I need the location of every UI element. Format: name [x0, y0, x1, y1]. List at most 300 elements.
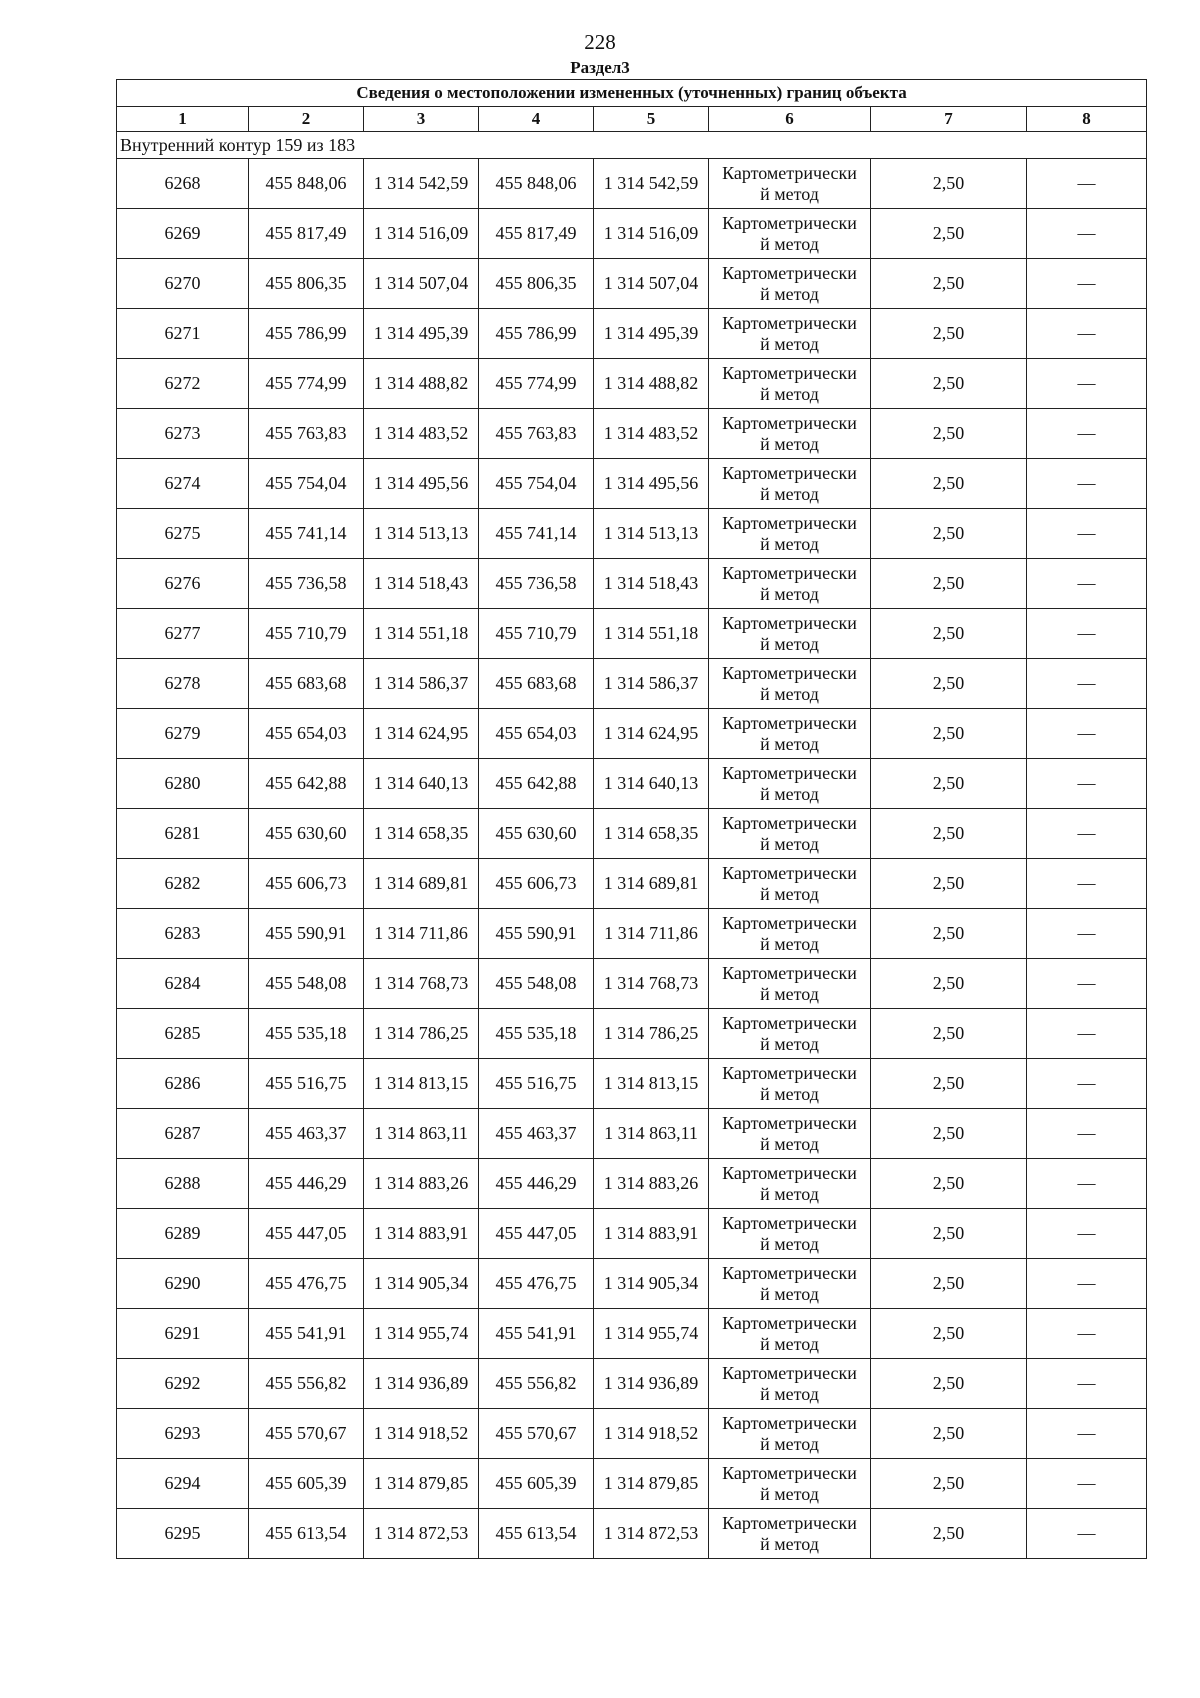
refined-y-cell: 1 314 586,37 [594, 659, 709, 709]
table-row [117, 259, 1147, 309]
point-number-cell: 6270 [117, 259, 249, 309]
method-cell [709, 559, 871, 609]
method-line-1: Картометрически [722, 612, 857, 633]
method-cell [709, 1259, 871, 1309]
method-line-1: Картометрически [722, 912, 857, 933]
method-cell [709, 509, 871, 559]
method-cell [709, 909, 871, 959]
refined-x-cell: 455 606,73 [479, 859, 594, 909]
point-number-cell: 6287 [117, 1109, 249, 1159]
table-row [117, 759, 1147, 809]
table-row [117, 159, 1147, 209]
refined-y-cell: 1 314 711,86 [594, 909, 709, 959]
refined-y-cell: 1 314 542,59 [594, 159, 709, 209]
point-number-cell: 6280 [117, 759, 249, 809]
refined-y-cell: 1 314 513,13 [594, 509, 709, 559]
method-line-2: й метод [760, 433, 819, 454]
existing-x-cell: 455 570,67 [249, 1409, 364, 1459]
method-line-2: й метод [760, 633, 819, 654]
description-cell: — [1027, 609, 1147, 659]
point-number-cell: 6285 [117, 1009, 249, 1059]
existing-y-cell: 1 314 513,13 [364, 509, 479, 559]
existing-x-cell: 455 654,03 [249, 709, 364, 759]
refined-x-cell: 455 774,99 [479, 359, 594, 409]
method-line-1: Картометрически [722, 1362, 857, 1383]
refined-x-cell: 455 683,68 [479, 659, 594, 709]
point-number-cell: 6281 [117, 809, 249, 859]
method-line-1: Картометрически [722, 362, 857, 383]
description-cell: — [1027, 159, 1147, 209]
table-row [117, 409, 1147, 459]
point-number-cell: 6268 [117, 159, 249, 209]
description-cell: — [1027, 1109, 1147, 1159]
refined-x-cell: 455 516,75 [479, 1059, 594, 1109]
column-header: 8 [1027, 107, 1147, 132]
method-cell [709, 1409, 871, 1459]
accuracy-cell: 2,50 [871, 659, 1027, 709]
method-line-1: Картометрически [722, 512, 857, 533]
existing-y-cell: 1 314 495,39 [364, 309, 479, 359]
description-cell: — [1027, 1459, 1147, 1509]
method-line-2: й метод [760, 1533, 819, 1554]
accuracy-cell: 2,50 [871, 1259, 1027, 1309]
method-cell [709, 1359, 871, 1409]
refined-x-cell: 455 541,91 [479, 1309, 594, 1359]
method-line-2: й метод [760, 933, 819, 954]
method-line-1: Картометрически [722, 812, 857, 833]
refined-y-cell: 1 314 918,52 [594, 1409, 709, 1459]
existing-y-cell: 1 314 542,59 [364, 159, 479, 209]
table-row [117, 659, 1147, 709]
description-cell: — [1027, 1409, 1147, 1459]
table-row [117, 359, 1147, 409]
method-cell [709, 709, 871, 759]
point-number-cell: 6293 [117, 1409, 249, 1459]
method-line-2: й метод [760, 883, 819, 904]
existing-y-cell: 1 314 813,15 [364, 1059, 479, 1109]
method-line-2: й метод [760, 1133, 819, 1154]
table-row [117, 1509, 1147, 1559]
existing-y-cell: 1 314 624,95 [364, 709, 479, 759]
existing-x-cell: 455 763,83 [249, 409, 364, 459]
existing-y-cell: 1 314 905,34 [364, 1259, 479, 1309]
existing-x-cell: 455 447,05 [249, 1209, 364, 1259]
method-line-1: Картометрически [722, 162, 857, 183]
method-line-2: й метод [760, 483, 819, 504]
existing-x-cell: 455 848,06 [249, 159, 364, 209]
existing-y-cell: 1 314 883,91 [364, 1209, 479, 1259]
method-line-2: й метод [760, 1483, 819, 1504]
method-cell [709, 859, 871, 909]
existing-x-cell: 455 736,58 [249, 559, 364, 609]
description-cell: — [1027, 1259, 1147, 1309]
accuracy-cell: 2,50 [871, 1359, 1027, 1409]
column-header: 6 [709, 107, 871, 132]
existing-x-cell: 455 817,49 [249, 209, 364, 259]
refined-x-cell: 455 786,99 [479, 309, 594, 359]
refined-y-cell: 1 314 507,04 [594, 259, 709, 309]
method-line-1: Картометрически [722, 1412, 857, 1433]
existing-y-cell: 1 314 495,56 [364, 459, 479, 509]
table-row [117, 859, 1147, 909]
accuracy-cell: 2,50 [871, 1009, 1027, 1059]
section-title: Раздел3 [570, 58, 630, 77]
method-line-2: й метод [760, 333, 819, 354]
refined-y-cell: 1 314 786,25 [594, 1009, 709, 1059]
method-line-1: Картометрически [722, 762, 857, 783]
method-cell [709, 309, 871, 359]
method-line-2: й метод [760, 1033, 819, 1054]
existing-x-cell: 455 590,91 [249, 909, 364, 959]
point-number-cell: 6277 [117, 609, 249, 659]
point-number-cell: 6290 [117, 1259, 249, 1309]
method-line-1: Картометрически [722, 212, 857, 233]
method-line-1: Картометрически [722, 1012, 857, 1033]
point-number-cell: 6273 [117, 409, 249, 459]
point-number-cell: 6294 [117, 1459, 249, 1509]
contour-row [117, 132, 1147, 159]
existing-x-cell: 455 463,37 [249, 1109, 364, 1159]
refined-x-cell: 455 556,82 [479, 1359, 594, 1409]
method-line-1: Картометрически [722, 1062, 857, 1083]
refined-x-cell: 455 754,04 [479, 459, 594, 509]
existing-x-cell: 455 541,91 [249, 1309, 364, 1359]
accuracy-cell: 2,50 [871, 1059, 1027, 1109]
existing-y-cell: 1 314 879,85 [364, 1459, 479, 1509]
table-row [117, 459, 1147, 509]
point-number-cell: 6288 [117, 1159, 249, 1209]
existing-y-cell: 1 314 863,11 [364, 1109, 479, 1159]
description-cell: — [1027, 709, 1147, 759]
method-line-2: й метод [760, 383, 819, 404]
refined-x-cell: 455 613,54 [479, 1509, 594, 1559]
accuracy-cell: 2,50 [871, 409, 1027, 459]
existing-x-cell: 455 741,14 [249, 509, 364, 559]
method-line-2: й метод [760, 783, 819, 804]
method-cell [709, 609, 871, 659]
existing-x-cell: 455 516,75 [249, 1059, 364, 1109]
existing-y-cell: 1 314 586,37 [364, 659, 479, 709]
accuracy-cell: 2,50 [871, 1309, 1027, 1359]
refined-y-cell: 1 314 689,81 [594, 859, 709, 909]
existing-y-cell: 1 314 488,82 [364, 359, 479, 409]
method-line-1: Картометрически [722, 1162, 857, 1183]
existing-y-cell: 1 314 689,81 [364, 859, 479, 909]
description-cell: — [1027, 459, 1147, 509]
table-row [117, 1309, 1147, 1359]
existing-x-cell: 455 630,60 [249, 809, 364, 859]
method-cell [709, 459, 871, 509]
column-header-row [117, 107, 1147, 132]
existing-y-cell: 1 314 640,13 [364, 759, 479, 809]
method-line-1: Картометрически [722, 462, 857, 483]
existing-y-cell: 1 314 658,35 [364, 809, 479, 859]
description-cell: — [1027, 659, 1147, 709]
point-number-cell: 6295 [117, 1509, 249, 1559]
method-cell [709, 659, 871, 709]
accuracy-cell: 2,50 [871, 1209, 1027, 1259]
point-number-cell: 6276 [117, 559, 249, 609]
refined-y-cell: 1 314 516,09 [594, 209, 709, 259]
method-cell [709, 1009, 871, 1059]
refined-y-cell: 1 314 518,43 [594, 559, 709, 609]
method-cell [709, 1059, 871, 1109]
refined-x-cell: 455 535,18 [479, 1009, 594, 1059]
description-cell: — [1027, 259, 1147, 309]
method-line-2: й метод [760, 1433, 819, 1454]
method-line-1: Картометрически [722, 1462, 857, 1483]
method-line-1: Картометрически [722, 1212, 857, 1233]
accuracy-cell: 2,50 [871, 709, 1027, 759]
refined-y-cell: 1 314 955,74 [594, 1309, 709, 1359]
accuracy-cell: 2,50 [871, 1409, 1027, 1459]
existing-x-cell: 455 605,39 [249, 1459, 364, 1509]
existing-x-cell: 455 556,82 [249, 1359, 364, 1409]
column-header: 1 [117, 107, 249, 132]
accuracy-cell: 2,50 [871, 559, 1027, 609]
refined-y-cell: 1 314 872,53 [594, 1509, 709, 1559]
existing-y-cell: 1 314 768,73 [364, 959, 479, 1009]
existing-x-cell: 455 535,18 [249, 1009, 364, 1059]
accuracy-cell: 2,50 [871, 809, 1027, 859]
existing-x-cell: 455 476,75 [249, 1259, 364, 1309]
method-line-2: й метод [760, 983, 819, 1004]
refined-x-cell: 455 736,58 [479, 559, 594, 609]
existing-y-cell: 1 314 551,18 [364, 609, 479, 659]
refined-x-cell: 455 590,91 [479, 909, 594, 959]
existing-y-cell: 1 314 918,52 [364, 1409, 479, 1459]
accuracy-cell: 2,50 [871, 209, 1027, 259]
method-line-1: Картометрически [722, 712, 857, 733]
method-line-2: й метод [760, 583, 819, 604]
refined-x-cell: 455 848,06 [479, 159, 594, 209]
description-cell: — [1027, 759, 1147, 809]
table-row [117, 1259, 1147, 1309]
existing-y-cell: 1 314 518,43 [364, 559, 479, 609]
method-line-2: й метод [760, 1383, 819, 1404]
method-cell [709, 1109, 871, 1159]
description-cell: — [1027, 409, 1147, 459]
existing-x-cell: 455 642,88 [249, 759, 364, 809]
point-number-cell: 6289 [117, 1209, 249, 1259]
table-row [117, 1459, 1147, 1509]
refined-y-cell: 1 314 640,13 [594, 759, 709, 809]
description-cell: — [1027, 1009, 1147, 1059]
existing-x-cell: 455 606,73 [249, 859, 364, 909]
method-line-1: Картометрически [722, 1262, 857, 1283]
refined-x-cell: 455 476,75 [479, 1259, 594, 1309]
method-line-2: й метод [760, 1183, 819, 1204]
point-number-cell: 6272 [117, 359, 249, 409]
description-cell: — [1027, 909, 1147, 959]
point-number-cell: 6274 [117, 459, 249, 509]
existing-x-cell: 455 710,79 [249, 609, 364, 659]
refined-y-cell: 1 314 488,82 [594, 359, 709, 409]
table-row [117, 509, 1147, 559]
method-line-2: й метод [760, 233, 819, 254]
table-row [117, 209, 1147, 259]
column-header: 5 [594, 107, 709, 132]
refined-x-cell: 455 570,67 [479, 1409, 594, 1459]
point-number-cell: 6282 [117, 859, 249, 909]
existing-y-cell: 1 314 786,25 [364, 1009, 479, 1059]
existing-x-cell: 455 683,68 [249, 659, 364, 709]
method-cell [709, 759, 871, 809]
refined-y-cell: 1 314 624,95 [594, 709, 709, 759]
point-number-cell: 6279 [117, 709, 249, 759]
table-title-row [117, 80, 1147, 107]
refined-x-cell: 455 817,49 [479, 209, 594, 259]
method-line-2: й метод [760, 1233, 819, 1254]
existing-x-cell: 455 446,29 [249, 1159, 364, 1209]
method-cell [709, 159, 871, 209]
refined-x-cell: 455 548,08 [479, 959, 594, 1009]
refined-x-cell: 455 605,39 [479, 1459, 594, 1509]
existing-x-cell: 455 548,08 [249, 959, 364, 1009]
method-cell [709, 959, 871, 1009]
refined-x-cell: 455 642,88 [479, 759, 594, 809]
method-line-1: Картометрически [722, 1512, 857, 1533]
point-number-cell: 6292 [117, 1359, 249, 1409]
accuracy-cell: 2,50 [871, 359, 1027, 409]
refined-x-cell: 455 463,37 [479, 1109, 594, 1159]
refined-y-cell: 1 314 658,35 [594, 809, 709, 859]
accuracy-cell: 2,50 [871, 759, 1027, 809]
existing-x-cell: 455 806,35 [249, 259, 364, 309]
refined-x-cell: 455 654,03 [479, 709, 594, 759]
method-line-2: й метод [760, 533, 819, 554]
refined-y-cell: 1 314 495,39 [594, 309, 709, 359]
table-row [117, 709, 1147, 759]
method-cell [709, 359, 871, 409]
description-cell: — [1027, 859, 1147, 909]
existing-x-cell: 455 613,54 [249, 1509, 364, 1559]
point-number-cell: 6278 [117, 659, 249, 709]
method-cell [709, 1209, 871, 1259]
point-number-cell: 6271 [117, 309, 249, 359]
accuracy-cell: 2,50 [871, 1109, 1027, 1159]
refined-x-cell: 455 710,79 [479, 609, 594, 659]
accuracy-cell: 2,50 [871, 959, 1027, 1009]
accuracy-cell: 2,50 [871, 309, 1027, 359]
point-number-cell: 6283 [117, 909, 249, 959]
description-cell: — [1027, 359, 1147, 409]
description-cell: — [1027, 559, 1147, 609]
description-cell: — [1027, 1059, 1147, 1109]
point-number-cell: 6286 [117, 1059, 249, 1109]
existing-x-cell: 455 774,99 [249, 359, 364, 409]
description-cell: — [1027, 1509, 1147, 1559]
description-cell: — [1027, 1209, 1147, 1259]
table-row [117, 309, 1147, 359]
method-line-1: Картометрически [722, 1312, 857, 1333]
contour-label: Внутренний контур 159 из 183 [117, 132, 1147, 159]
table-row [117, 1159, 1147, 1209]
table-title: Сведения о местоположении измененных (уточненных) границ объекта [117, 80, 1147, 107]
existing-y-cell: 1 314 711,86 [364, 909, 479, 959]
method-line-2: й метод [760, 683, 819, 704]
method-line-2: й метод [760, 833, 819, 854]
description-cell: — [1027, 509, 1147, 559]
accuracy-cell: 2,50 [871, 859, 1027, 909]
method-line-1: Картометрически [722, 1112, 857, 1133]
point-number-cell: 6291 [117, 1309, 249, 1359]
method-line-2: й метод [760, 733, 819, 754]
method-cell [709, 409, 871, 459]
refined-y-cell: 1 314 879,85 [594, 1459, 709, 1509]
method-line-2: й метод [760, 283, 819, 304]
page-number: 228 [584, 30, 616, 54]
accuracy-cell: 2,50 [871, 509, 1027, 559]
method-line-1: Картометрически [722, 962, 857, 983]
existing-y-cell: 1 314 516,09 [364, 209, 479, 259]
table-row [117, 1109, 1147, 1159]
accuracy-cell: 2,50 [871, 1509, 1027, 1559]
column-header: 4 [479, 107, 594, 132]
table-row [117, 959, 1147, 1009]
refined-y-cell: 1 314 883,91 [594, 1209, 709, 1259]
description-cell: — [1027, 959, 1147, 1009]
accuracy-cell: 2,50 [871, 1159, 1027, 1209]
table-row [117, 1409, 1147, 1459]
refined-x-cell: 455 741,14 [479, 509, 594, 559]
table-row [117, 1359, 1147, 1409]
table-row [117, 909, 1147, 959]
table-row [117, 1059, 1147, 1109]
method-line-1: Картометрически [722, 862, 857, 883]
table-row [117, 809, 1147, 859]
description-cell: — [1027, 1309, 1147, 1359]
method-line-2: й метод [760, 1283, 819, 1304]
method-line-1: Картометрически [722, 662, 857, 683]
table-row [117, 609, 1147, 659]
accuracy-cell: 2,50 [871, 259, 1027, 309]
refined-x-cell: 455 447,05 [479, 1209, 594, 1259]
refined-y-cell: 1 314 813,15 [594, 1059, 709, 1109]
method-cell [709, 209, 871, 259]
method-line-2: й метод [760, 183, 819, 204]
method-line-2: й метод [760, 1333, 819, 1354]
description-cell: — [1027, 1359, 1147, 1409]
method-line-1: Картометрически [722, 312, 857, 333]
existing-x-cell: 455 754,04 [249, 459, 364, 509]
description-cell: — [1027, 309, 1147, 359]
existing-x-cell: 455 786,99 [249, 309, 364, 359]
method-line-2: й метод [760, 1083, 819, 1104]
point-number-cell: 6284 [117, 959, 249, 1009]
boundary-table [116, 79, 1147, 1559]
description-cell: — [1027, 209, 1147, 259]
refined-y-cell: 1 314 883,26 [594, 1159, 709, 1209]
existing-y-cell: 1 314 955,74 [364, 1309, 479, 1359]
refined-y-cell: 1 314 551,18 [594, 609, 709, 659]
accuracy-cell: 2,50 [871, 1459, 1027, 1509]
refined-y-cell: 1 314 495,56 [594, 459, 709, 509]
refined-y-cell: 1 314 863,11 [594, 1109, 709, 1159]
existing-y-cell: 1 314 507,04 [364, 259, 479, 309]
method-cell [709, 259, 871, 309]
refined-x-cell: 455 446,29 [479, 1159, 594, 1209]
refined-y-cell: 1 314 936,89 [594, 1359, 709, 1409]
accuracy-cell: 2,50 [871, 159, 1027, 209]
method-cell [709, 1459, 871, 1509]
existing-y-cell: 1 314 883,26 [364, 1159, 479, 1209]
existing-y-cell: 1 314 936,89 [364, 1359, 479, 1409]
method-line-1: Картометрически [722, 562, 857, 583]
method-line-1: Картометрически [722, 412, 857, 433]
description-cell: — [1027, 809, 1147, 859]
table-row [117, 1009, 1147, 1059]
